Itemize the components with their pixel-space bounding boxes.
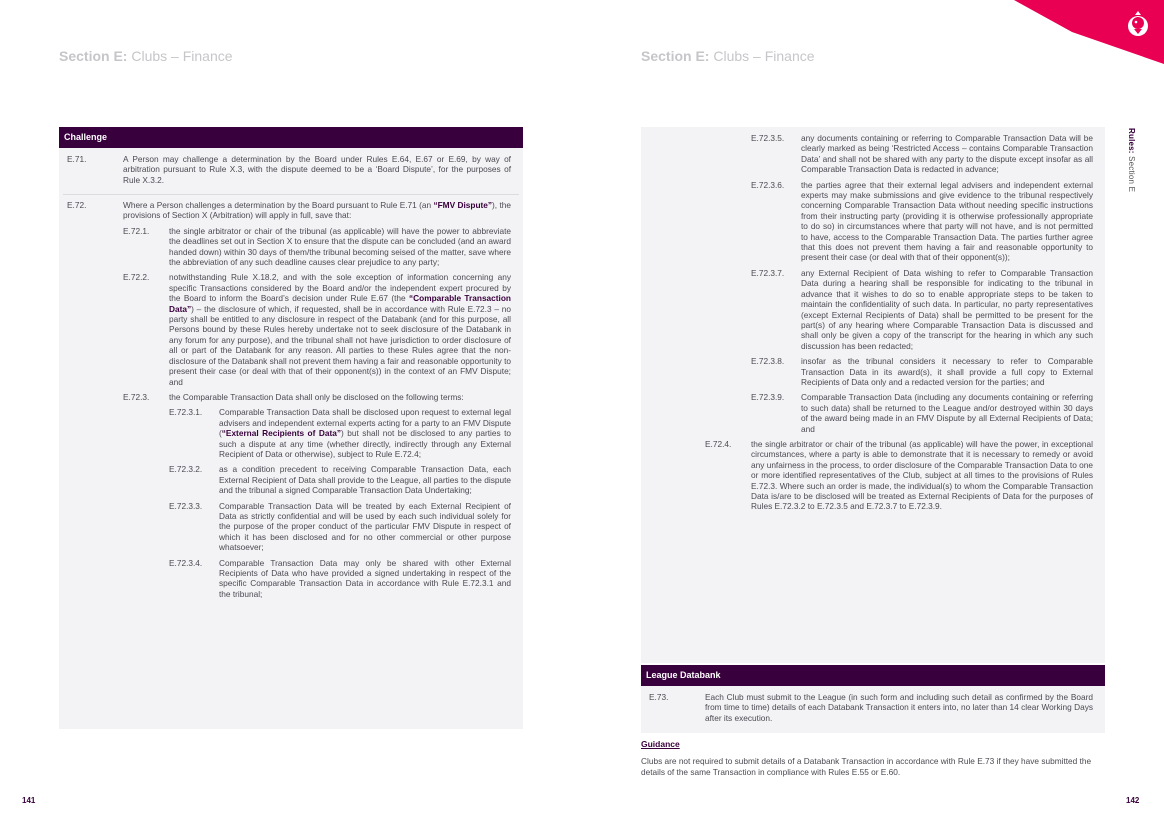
side-tab-section: Section E bbox=[1127, 153, 1136, 193]
rule-number: E.72.3.9. bbox=[751, 392, 785, 403]
rule-text: notwithstanding Rule X.18.2, and with the sole exception of information concerning any specific Transactions considered by the Board and/or the independent expert procured by the Board to inform the Board’s decision under Rule E.67 (the “Comparable Transaction Data”) – the disclosure of which, if requested, shall be in accordance with Rule E.72.3 – no party shall be entitled to any disclosure in respect of the Databank (and for this purpose, all Persons bound by these Rules hereby undertake not to seek disclosure of the Databank in any forum for any purpose), and the tribunal shall not have jurisdiction to order disclosure of all or part of the Databank for any reason. All parties to these Rules agree that the non-disclosure of the Databank shall not prevent them having a fair and reasonable opportunity to present their case (or deal with that of their opponent(s)) in the context of an FMV Dispute; and bbox=[169, 272, 511, 387]
rule-text: Comparable Transaction Data shall be disclosed upon request to external legal advisers and independent external experts acting for a party to an FMV Dispute (“External Recipients of Data”) but shall not be disclosed to any parties to such a dispute at any time (whether directly, indirectly through any External Recipient of Data or otherwise), subject to Rule E.72.4; bbox=[219, 407, 512, 459]
side-tab[interactable] bbox=[1127, 128, 1136, 192]
rule-text: Comparable Transaction Data (including any documents containing or referring to such data) shall be returned to the League and/or destroyed within 30 days of the award being made in an FMV Dispute by all External Recipients of Data; and bbox=[801, 392, 1093, 434]
defined-term: “Comparable Transaction Data” bbox=[169, 293, 511, 314]
rule-number: E.72.3.4. bbox=[169, 557, 203, 568]
rule-e72 bbox=[67, 200, 511, 221]
rule-number: E.72.3.8. bbox=[751, 356, 785, 367]
rule-e7236 bbox=[751, 180, 1093, 263]
rule-e73 bbox=[649, 692, 1093, 723]
brand-corner-banner bbox=[1014, 0, 1164, 70]
rule-e724 bbox=[705, 439, 1093, 512]
rule-number: E.72.2. bbox=[123, 272, 150, 283]
rule-text: as a condition precedent to receiving Comparable Transaction Data, each External Recipient of Data shall provide to the League, all parties to the dispute and the tribunal a signed Comparable Transaction Data Undertaking; bbox=[219, 464, 511, 496]
rule-e7237 bbox=[751, 268, 1093, 351]
databank-heading: League Databank bbox=[641, 665, 1105, 686]
rule-e7233 bbox=[169, 501, 511, 553]
defined-term: “FMV Dispute” bbox=[433, 200, 493, 210]
databank-panel bbox=[641, 665, 1105, 733]
rule-text: Each Club must submit to the League (in such form and including such detail as confirmed by the Board from time to time) details of each Databank Transaction it enters into, no later than 14 clear Working Days after its execution. bbox=[705, 692, 1093, 723]
challenge-continued-panel bbox=[641, 127, 1105, 663]
rule-e7234 bbox=[169, 558, 511, 600]
rule-text: Comparable Transaction Data may only be shared with other External Recipients of Data who have provided a signed undertaking in respect of the specific Comparable Transaction Data in accordance with Rule E.72.3.1 and the tribunal; bbox=[219, 557, 511, 599]
rule-number: E.72.3.5. bbox=[751, 133, 785, 143]
rule-text: the Comparable Transaction Data shall only be disclosed on the following terms: bbox=[169, 391, 464, 402]
header-section-title: Clubs – Finance bbox=[709, 48, 815, 64]
rule-number: E.72.1. bbox=[123, 225, 150, 236]
rule-number: E.72.3.1. bbox=[169, 407, 203, 418]
page-header-right bbox=[641, 48, 815, 64]
guidance-text: Clubs are not required to submit details of a Databank Transaction in accordance with Rule E.73 if they have submitted the details of the same Transaction in compliance with Rules E.55 or E.60. bbox=[641, 756, 1092, 777]
rule-text: A Person may challenge a determination by the Board under Rules E.64, E.67 or E.69, by way of arbitration pursuant to Rule X.3, with the dispute deemed to be a ‘Board Dispute’, for the purposes of Rule X.3.2. bbox=[123, 154, 511, 185]
rule-number: E.72.4. bbox=[705, 438, 732, 449]
rule-text: the single arbitrator or chair of the tribunal (as applicable) will have the power to abbreviate the deadlines set out in Section X to ensure that the dispute can be concluded (and an award handed down) within 30 days of them/the tribunal becoming seised of the matter, save where the abbreviation of any such deadline causes clear prejudice to any party; bbox=[169, 225, 511, 268]
rule-number: E.73. bbox=[649, 692, 669, 702]
rule-text: Comparable Transaction Data will be treated by each External Recipient of Data as strictly confidential and will be used by each such individual solely for the purpose of the proper conduct of the particular FMV Dispute in respect of which it has been disclosed and for no other commercial or other purpose whatsoever; bbox=[219, 500, 511, 553]
rule-text: any documents containing or referring to Comparable Transaction Data will be clearly marked as being ‘Restricted Access – contains Comparable Transaction Data’ and shall not be shared with any party to the dispute except insofar as all Comparable Transaction Data is redacted in advance; bbox=[801, 133, 1093, 175]
challenge-heading: Challenge bbox=[59, 127, 523, 148]
rule-e71 bbox=[67, 154, 511, 194]
defined-term: “External Recipients of Data” bbox=[221, 428, 341, 439]
rule-e722 bbox=[123, 272, 511, 386]
rule-text: insofar as the tribunal considers it necessary to refer to Comparable Transaction Data in its award(s), it shall provide a full copy to External Recipients of Data only and a redacted version for the parties; and bbox=[801, 356, 1093, 387]
guidance-title: Guidance bbox=[641, 739, 680, 749]
rule-number: E.72.3.6. bbox=[751, 179, 785, 190]
rule-number: E.71. bbox=[67, 154, 87, 164]
rule-text: any External Recipient of Data wishing to refer to Comparable Transaction Data during a hearing shall be responsible for indicating to the tribunal in advance that it wishes to do so to enable appropriate steps to be taken to maintain the confidentiality of such data. In particular, no party representatives (except External Recipients of Data) shall be permitted to be present for the part(s) of any hearing where Comparable Transaction Data is discussed and shall only be given a copy of the transcript for the hearing in which any such discussion has been redacted; bbox=[801, 267, 1093, 351]
rule-text: Where a Person challenges a determination by the Board pursuant to Rule E.71 (an “FMV Dispute”), the provisions of Section X (Arbitration) will apply in full, save that: bbox=[123, 200, 511, 221]
rule-e723 bbox=[123, 392, 511, 402]
header-section-label: Section E: bbox=[59, 48, 128, 64]
page-header-left bbox=[59, 48, 233, 64]
rule-text: the single arbitrator or chair of the tribunal (as applicable) will have the power, in exceptional circumstances, where a party is able to demonstrate that it is necessary to remedy or avoid any unfairness in the process, to order disclosure of the Comparable Transaction Data to one or more identified representatives of the Club, subject at all times to the provisions of Rules E.72.3. Where such an order is made, the individual(s) to whom the Comparable Transaction Data is/are to be disclosed will be treated as External Recipients of Data for the purposes of Rules E.72.3.2 to E.72.3.5 and E.72.3.7 to E.72.3.9. bbox=[751, 438, 1093, 512]
rule-e7235 bbox=[751, 133, 1093, 175]
rule-e7231 bbox=[169, 407, 511, 459]
page-number-left: 141 bbox=[22, 796, 36, 805]
header-section-title: Clubs – Finance bbox=[127, 48, 233, 64]
rule-number: E.72.3. bbox=[123, 391, 150, 402]
challenge-panel bbox=[59, 127, 523, 729]
rule-number: E.72.3.2. bbox=[169, 464, 203, 475]
page-number-right: 142 bbox=[1126, 796, 1140, 805]
rule-text: the parties agree that their external legal advisers and independent external experts may make submissions and give evidence to the tribunal respectively concerning Comparable Transaction Data without needing specific instructions from their instructing party (providing it is otherwise professionally appropriate to do so) in circumstances where that party will not have, and is not permitted to have, access to the Comparable Transaction Data. The parties further agree that this does not prevent them having a fair and reasonable opportunity to present their case (or deal with that of their opponent(s)); bbox=[801, 179, 1093, 263]
header-section-label: Section E: bbox=[641, 48, 710, 64]
rule-e7232 bbox=[169, 464, 511, 495]
rule-e7239 bbox=[751, 392, 1093, 434]
rule-e721 bbox=[123, 226, 511, 268]
rule-number: E.72.3.7. bbox=[751, 267, 785, 278]
rule-e7238 bbox=[751, 356, 1093, 387]
rule-number: E.72. bbox=[67, 200, 87, 210]
rule-number: E.72.3.3. bbox=[169, 500, 203, 511]
side-tab-label: Rules: bbox=[1127, 128, 1136, 154]
